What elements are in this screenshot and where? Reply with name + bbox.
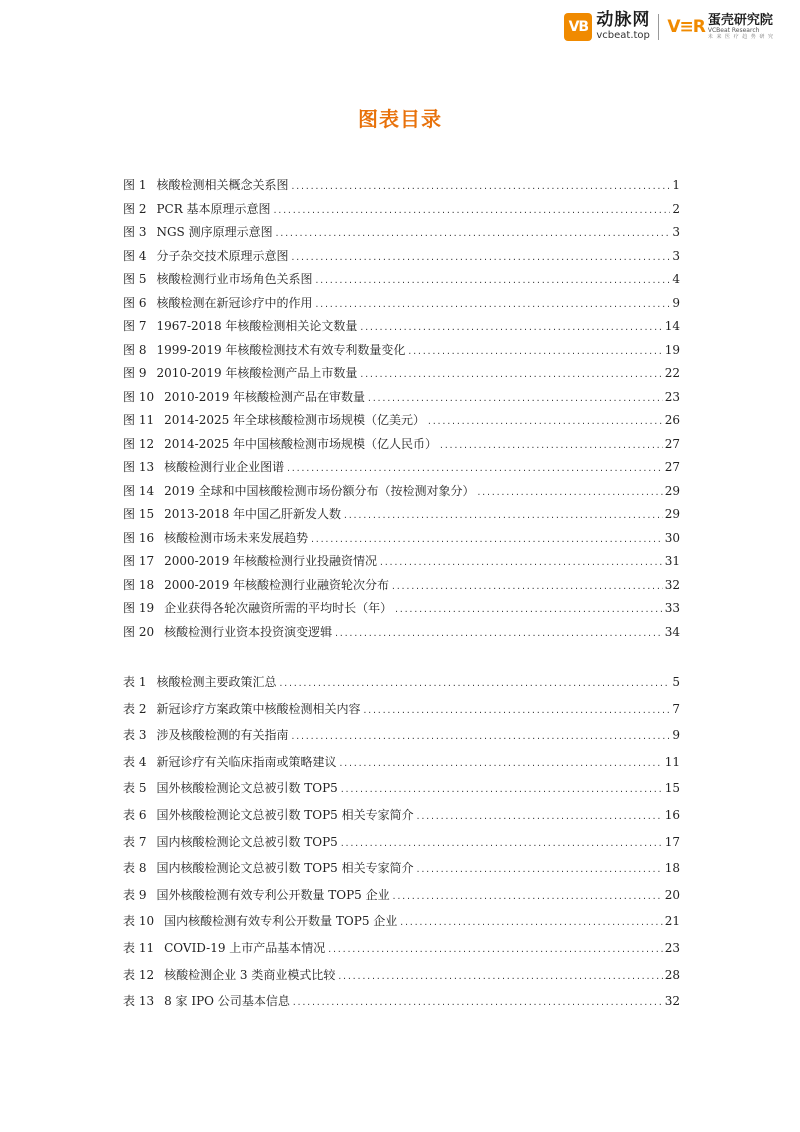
entry-title: 2000-2019 年核酸检测行业融资轮次分布 bbox=[164, 577, 390, 592]
entry-title: PCR 基本原理示意图 bbox=[156, 201, 271, 216]
entry-title: 1967-2018 年核酸检测相关论文数量 bbox=[156, 319, 358, 333]
dot-leader bbox=[290, 729, 670, 745]
page-title: 图表目录 bbox=[358, 107, 442, 131]
entry-title: 国外核酸检测论文总被引数 TOP5 bbox=[156, 781, 338, 796]
figure-entry[interactable] bbox=[123, 177, 680, 201]
figure-entry[interactable] bbox=[123, 271, 680, 295]
entry-page-number: 30 bbox=[664, 530, 680, 545]
entry-page-number: 29 bbox=[664, 507, 680, 521]
dot-leader bbox=[476, 485, 662, 501]
entry-title: 2014-2025 年中国核酸检测市场规模（亿人民币） bbox=[164, 436, 438, 451]
dot-leader bbox=[337, 969, 662, 985]
entry-number: 图 10 bbox=[123, 389, 155, 404]
dot-leader bbox=[340, 836, 663, 852]
entry-number: 表 3 bbox=[123, 728, 147, 743]
vcbeat-research-logo-sub: 未 来 医 疗 趋 势 研 究 bbox=[707, 33, 774, 40]
entry-page-number: 9 bbox=[672, 728, 680, 743]
entry-page-number: 32 bbox=[664, 994, 680, 1009]
table-entry[interactable] bbox=[123, 754, 680, 781]
entry-number: 图 13 bbox=[123, 460, 155, 474]
dot-leader bbox=[427, 414, 663, 430]
entry-page-number: 26 bbox=[664, 413, 680, 427]
header-logos bbox=[564, 12, 774, 41]
entry-page-number: 3 bbox=[672, 225, 680, 239]
entry-title: 2000-2019 年核酸检测行业投融资情况 bbox=[164, 554, 378, 568]
dot-leader bbox=[399, 915, 662, 931]
entry-title: 核酸检测主要政策汇总 bbox=[156, 675, 277, 689]
entry-title: NGS 测序原理示意图 bbox=[156, 225, 273, 239]
dot-leader bbox=[292, 995, 663, 1011]
vcbeat-research-logo-icon: V≡R bbox=[667, 16, 705, 37]
entry-title: 核酸检测行业市场角色关系图 bbox=[156, 272, 313, 286]
entry-page-number: 16 bbox=[664, 807, 680, 822]
entry-page-number: 20 bbox=[664, 887, 680, 902]
entry-title: 8 家 IPO 公司基本信息 bbox=[164, 994, 290, 1009]
table-entry[interactable] bbox=[123, 807, 680, 834]
figure-entry[interactable] bbox=[123, 483, 680, 507]
dot-leader bbox=[394, 602, 663, 618]
vcbeat-research-logo-en: VCBeat Research bbox=[707, 26, 760, 34]
vcbeat-logo-icon: VB bbox=[564, 13, 592, 41]
vcbeat-logo bbox=[564, 12, 650, 41]
table-list bbox=[123, 674, 680, 1020]
dot-leader bbox=[286, 461, 663, 477]
figure-entry[interactable] bbox=[123, 530, 680, 554]
figure-entry[interactable] bbox=[123, 506, 680, 530]
dot-leader bbox=[391, 579, 663, 595]
dot-leader bbox=[334, 626, 663, 642]
dot-leader bbox=[359, 320, 662, 336]
entry-number: 图 12 bbox=[123, 436, 155, 451]
dot-leader bbox=[343, 508, 663, 524]
entry-page-number: 15 bbox=[664, 781, 680, 796]
entry-title: 核酸检测相关概念关系图 bbox=[156, 178, 289, 192]
entry-page-number: 3 bbox=[672, 248, 680, 263]
entry-title: 核酸检测在新冠诊疗中的作用 bbox=[156, 295, 313, 310]
vcbeat-logo-en: vcbeat.top bbox=[596, 30, 650, 41]
dot-leader bbox=[310, 532, 663, 548]
entry-title: 2013-2018 年中国乙肝新发人数 bbox=[164, 507, 342, 521]
entry-number: 表 6 bbox=[123, 807, 147, 822]
entry-page-number: 17 bbox=[664, 834, 680, 849]
figure-entry[interactable] bbox=[123, 201, 680, 225]
entry-title: 核酸检测企业 3 类商业模式比较 bbox=[164, 967, 336, 982]
dot-leader bbox=[275, 226, 671, 242]
entry-title: 1999-2019 年核酸检测技术有效专利数量变化 bbox=[156, 342, 406, 357]
entry-number: 图 7 bbox=[123, 319, 147, 333]
dot-leader bbox=[439, 438, 663, 454]
dot-leader bbox=[407, 344, 662, 360]
entry-title: 国内核酸检测论文总被引数 TOP5 相关专家简介 bbox=[156, 861, 414, 876]
entry-title: 2019 全球和中国核酸检测市场份额分布（按检测对象分） bbox=[164, 483, 475, 498]
entry-title: 国外核酸检测论文总被引数 TOP5 相关专家简介 bbox=[156, 807, 414, 822]
entry-page-number: 19 bbox=[664, 342, 680, 357]
entry-number: 表 5 bbox=[123, 781, 147, 796]
figure-entry[interactable] bbox=[123, 577, 680, 601]
entry-number: 表 7 bbox=[123, 834, 147, 849]
table-entry[interactable] bbox=[123, 967, 680, 994]
table-entry[interactable] bbox=[123, 834, 680, 861]
entry-title: 核酸检测市场未来发展趋势 bbox=[164, 530, 309, 545]
entry-number: 图 19 bbox=[123, 601, 155, 615]
dot-leader bbox=[273, 203, 671, 219]
entry-page-number: 29 bbox=[664, 483, 680, 498]
entry-page-number: 22 bbox=[664, 366, 680, 380]
figure-entry[interactable] bbox=[123, 436, 680, 460]
entry-page-number: 27 bbox=[664, 460, 680, 474]
dot-leader bbox=[338, 756, 662, 772]
figure-entry[interactable] bbox=[123, 318, 680, 342]
table-entry[interactable] bbox=[123, 860, 680, 887]
figure-entry[interactable] bbox=[123, 600, 680, 624]
figure-entry[interactable] bbox=[123, 342, 680, 366]
entry-number: 图 3 bbox=[123, 225, 147, 239]
entry-page-number: 33 bbox=[664, 601, 680, 615]
table-entry[interactable] bbox=[123, 701, 680, 728]
entry-number: 表 4 bbox=[123, 754, 147, 769]
entry-title: 企业获得各轮次融资所需的平均时长（年） bbox=[164, 601, 393, 615]
entry-page-number: 2 bbox=[672, 201, 680, 216]
entry-title: 新冠诊疗有关临床指南或策略建议 bbox=[156, 754, 337, 769]
dot-leader bbox=[392, 889, 663, 905]
entry-number: 图 15 bbox=[123, 507, 155, 521]
table-entry[interactable] bbox=[123, 913, 680, 940]
entry-title: 2010-2019 年核酸检测产品在审数量 bbox=[164, 389, 366, 404]
figure-entry[interactable] bbox=[123, 459, 680, 483]
dot-leader bbox=[379, 555, 663, 571]
entry-number: 表 9 bbox=[123, 887, 147, 902]
entry-page-number: 9 bbox=[672, 295, 680, 310]
vcbeat-research-logo-cn: 蛋壳研究院 bbox=[707, 12, 773, 28]
vcbeat-research-logo bbox=[667, 14, 774, 40]
entry-number: 图 5 bbox=[123, 272, 147, 286]
entry-title: 国外核酸检测有效专利公开数量 TOP5 企业 bbox=[156, 887, 390, 902]
dot-leader bbox=[314, 273, 670, 289]
entry-page-number: 32 bbox=[664, 577, 680, 592]
dot-leader bbox=[290, 179, 670, 195]
figure-entry[interactable] bbox=[123, 295, 680, 319]
entry-page-number: 23 bbox=[664, 389, 680, 404]
table-entry[interactable] bbox=[123, 780, 680, 807]
entry-title: 国内核酸检测有效专利公开数量 TOP5 企业 bbox=[164, 914, 398, 929]
entry-title: 分子杂交技术原理示意图 bbox=[156, 248, 289, 263]
entry-number: 图 16 bbox=[123, 530, 155, 545]
dot-leader bbox=[362, 703, 670, 719]
table-entry[interactable] bbox=[123, 674, 680, 701]
entry-number: 表 12 bbox=[123, 967, 155, 982]
dot-leader bbox=[416, 862, 663, 878]
figure-entry[interactable] bbox=[123, 624, 680, 648]
entry-page-number: 7 bbox=[672, 701, 680, 716]
entry-page-number: 28 bbox=[664, 967, 680, 982]
entry-title: 涉及核酸检测的有关指南 bbox=[156, 728, 289, 743]
entry-number: 图 11 bbox=[123, 413, 155, 427]
entry-number: 图 8 bbox=[123, 342, 147, 357]
entry-page-number: 14 bbox=[664, 319, 680, 333]
figure-entry[interactable] bbox=[123, 224, 680, 248]
dot-leader bbox=[278, 676, 670, 692]
entry-page-number: 23 bbox=[664, 940, 680, 955]
figure-entry[interactable] bbox=[123, 248, 680, 272]
entry-number: 图 2 bbox=[123, 201, 147, 216]
logo-divider bbox=[658, 14, 659, 40]
entry-title: 国内核酸检测论文总被引数 TOP5 bbox=[156, 834, 338, 849]
table-entry[interactable] bbox=[123, 727, 680, 754]
entry-number: 图 9 bbox=[123, 366, 147, 380]
entry-title: 2014-2025 年全球核酸检测市场规模（亿美元） bbox=[164, 413, 426, 427]
entry-number: 图 14 bbox=[123, 483, 155, 498]
entry-page-number: 4 bbox=[672, 272, 680, 286]
entry-number: 表 11 bbox=[123, 940, 155, 955]
vcbeat-logo-cn: 动脉网 bbox=[596, 10, 651, 30]
entry-title: 核酸检测行业资本投资演变逻辑 bbox=[164, 624, 333, 639]
dot-leader bbox=[340, 782, 663, 798]
dot-leader bbox=[327, 942, 662, 958]
entry-number: 图 20 bbox=[123, 624, 155, 639]
figure-entry[interactable] bbox=[123, 412, 680, 436]
table-entry[interactable] bbox=[123, 993, 680, 1020]
table-entry[interactable] bbox=[123, 940, 680, 967]
entry-title: 新冠诊疗方案政策中核酸检测相关内容 bbox=[156, 701, 361, 716]
entry-page-number: 1 bbox=[672, 178, 680, 192]
figure-list bbox=[123, 177, 680, 647]
entry-page-number: 27 bbox=[664, 436, 680, 451]
entry-number: 图 18 bbox=[123, 577, 155, 592]
entry-page-number: 21 bbox=[664, 914, 680, 929]
dot-leader bbox=[367, 391, 663, 407]
dot-leader bbox=[314, 297, 670, 313]
entry-number: 图 1 bbox=[123, 178, 147, 192]
figure-entry[interactable] bbox=[123, 365, 680, 389]
dot-leader bbox=[416, 809, 663, 825]
entry-number: 表 1 bbox=[123, 675, 147, 689]
entry-page-number: 5 bbox=[672, 675, 680, 689]
entry-page-number: 31 bbox=[664, 554, 680, 568]
entry-number: 表 2 bbox=[123, 701, 147, 716]
entry-title: 2010-2019 年核酸检测产品上市数量 bbox=[156, 366, 358, 380]
figure-entry[interactable] bbox=[123, 553, 680, 577]
dot-leader bbox=[290, 250, 670, 266]
entry-number: 图 17 bbox=[123, 554, 155, 568]
entry-page-number: 18 bbox=[664, 861, 680, 876]
entry-number: 表 8 bbox=[123, 861, 147, 876]
entry-title: COVID-19 上市产品基本情况 bbox=[164, 940, 326, 955]
entry-page-number: 34 bbox=[664, 624, 680, 639]
entry-number: 图 6 bbox=[123, 295, 147, 310]
entry-number: 表 10 bbox=[123, 914, 155, 929]
entry-number: 表 13 bbox=[123, 994, 155, 1009]
table-entry[interactable] bbox=[123, 887, 680, 914]
dot-leader bbox=[359, 367, 662, 383]
figure-entry[interactable] bbox=[123, 389, 680, 413]
entry-title: 核酸检测行业企业图谱 bbox=[164, 460, 285, 474]
entry-number: 图 4 bbox=[123, 248, 147, 263]
entry-page-number: 11 bbox=[664, 754, 680, 769]
